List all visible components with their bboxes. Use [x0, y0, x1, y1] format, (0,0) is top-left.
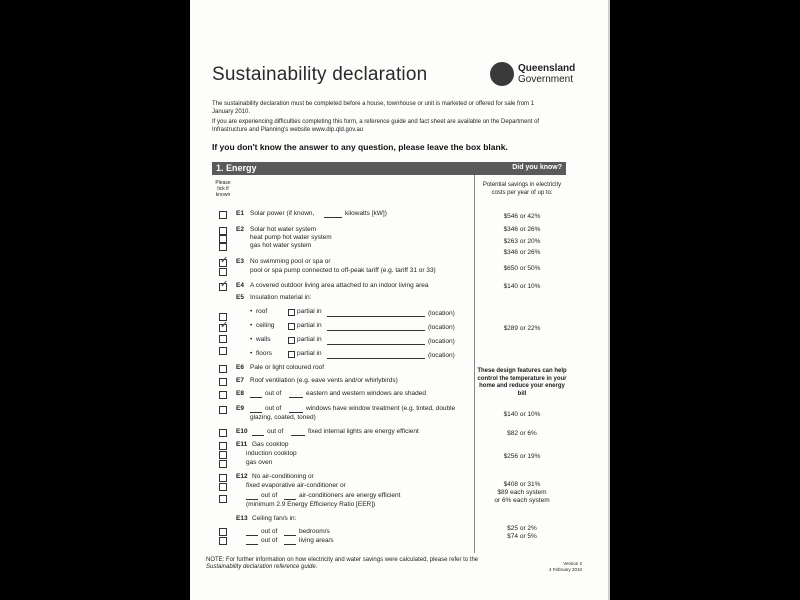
- checkbox-e12-efficient[interactable]: [219, 495, 227, 503]
- e5-location-roof: (location): [428, 310, 455, 317]
- e8-text-a: out of: [265, 390, 282, 397]
- section-title: 1. Energy: [216, 163, 257, 173]
- checkbox-e2-gas[interactable]: [219, 243, 227, 251]
- e4-text: A covered outdoor living area attached to an indoor living area: [250, 282, 429, 289]
- code-e4: E4: [236, 282, 244, 289]
- checkbox-e5-floors[interactable]: [219, 347, 227, 355]
- e5-partial-floors: partial in: [297, 350, 322, 357]
- e7-text: Roof ventilation (e.g. eave vents and/or whirlybirds): [250, 377, 398, 384]
- e5-item-roof: roof: [256, 308, 268, 315]
- saving-e2-c: $346 or 26%: [503, 249, 541, 256]
- checkbox-e4[interactable]: [219, 283, 227, 291]
- checkbox-e11-gas-cooktop[interactable]: [219, 442, 227, 450]
- e9-text-a: out of: [265, 405, 282, 412]
- saving-e12-b: $89 each system: [497, 489, 547, 496]
- saving-e9: $140 or 10%: [503, 411, 541, 418]
- saving-e5: $289 or 22%: [503, 325, 541, 332]
- saving-e4: $140 or 10%: [503, 283, 541, 290]
- checkbox-e3-nopool[interactable]: [219, 259, 227, 267]
- e13-text-c: out of: [261, 537, 278, 544]
- e5-partial-roof: partial in: [297, 308, 322, 315]
- checkbox-e7[interactable]: [219, 378, 227, 386]
- e13-label: Ceiling fan/s in:: [252, 515, 297, 522]
- tick-column-header: Please tick if known: [215, 180, 231, 198]
- checkbox-e11-gas-oven[interactable]: [219, 460, 227, 468]
- code-e6: E6: [236, 364, 244, 371]
- e3-text-a: No swimming pool or spa or: [250, 258, 331, 265]
- checkbox-e2-solar[interactable]: [219, 227, 227, 235]
- e10-text-a: out of: [267, 428, 284, 435]
- code-e8: E8: [236, 390, 244, 397]
- e5-partial-ceiling: partial in: [297, 322, 322, 329]
- footer-note-a: NOTE: For further information on how electricity and water savings were calculated, please refer to the: [206, 557, 479, 563]
- saving-e2-b: $263 or 20%: [503, 238, 541, 245]
- e12-text-d: air-conditioners are energy efficient: [299, 492, 401, 499]
- checkbox-e5-ceiling[interactable]: [219, 324, 227, 332]
- intro-paragraph-1: The sustainability declaration must be completed before a house, townhouse or unit is marketed or offered for sale from 1 January 2010.: [212, 101, 535, 115]
- code-e9: E9: [236, 405, 244, 412]
- government-logo: [490, 62, 575, 86]
- e13-living-total-blank[interactable]: [284, 544, 296, 545]
- e11-text-c: gas oven: [246, 459, 273, 466]
- reference-guide-title: Sustainability declaration reference guide: [206, 564, 316, 570]
- e9-text-b: windows have window treatment (e.g. tinted, double: [306, 405, 456, 412]
- footer-note-c: .: [315, 564, 318, 570]
- e5-label: Insulation material in:: [250, 294, 312, 301]
- checkbox-e5-walls[interactable]: [219, 335, 227, 343]
- code-e2: E2: [236, 226, 244, 233]
- code-e11: E11: [236, 441, 248, 448]
- checkbox-e13-living[interactable]: [219, 537, 227, 545]
- checkbox-e1[interactable]: [219, 211, 227, 219]
- e10-text-b: fixed internal lights are energy efficient: [308, 428, 419, 435]
- logo-line-1: Queensland: [518, 63, 576, 74]
- e11-text-b: induction cooktop: [246, 450, 297, 457]
- e5-bullet-roof: •: [250, 308, 253, 315]
- e5-walls-location-field[interactable]: [327, 344, 425, 345]
- checkbox-e5-partial-roof[interactable]: [288, 309, 295, 316]
- intro-paragraph-2: If you are experiencing difficulties completing this form, a reference guide and fact sheet are available on the Department of Infrastructure and Planning's website www.dip.qld.gov.au: [212, 119, 540, 133]
- e13-bedroom-total-blank[interactable]: [284, 535, 296, 536]
- checkbox-e13-bedroom[interactable]: [219, 528, 227, 536]
- e13-living-count-blank[interactable]: [246, 544, 258, 545]
- e5-ceiling-location-field[interactable]: [327, 330, 425, 331]
- e9-text-c: glazing, coated, toned): [250, 414, 316, 421]
- saving-e11: $256 or 19%: [503, 453, 541, 460]
- logo-line-2: Government: [518, 74, 574, 85]
- e5-location-floors: (location): [428, 352, 455, 359]
- e2-text-c: gas hot water system: [250, 242, 312, 249]
- e13-text-d: living area/s: [299, 537, 334, 544]
- e12-text-c: out of: [261, 492, 278, 499]
- checkbox-e2-heatpump[interactable]: [219, 235, 227, 243]
- design-features-note: These design features can help control the temperature in your home and reduce your energy bill: [477, 368, 567, 397]
- e10-count-blank[interactable]: [252, 435, 264, 436]
- e5-bullet-floors: •: [250, 350, 253, 357]
- checkbox-e5-partial-ceiling[interactable]: [288, 323, 295, 330]
- e12-text-b: fixed evaporative air-conditioner or: [246, 482, 346, 489]
- e11-text-a: Gas cooktop: [252, 441, 289, 448]
- e1-kw-blank[interactable]: [324, 217, 342, 218]
- e13-bedroom-count-blank[interactable]: [246, 535, 258, 536]
- footer-note: [206, 557, 506, 571]
- e9-total-blank[interactable]: [289, 412, 303, 413]
- e2-text-b: heat pump hot water system: [250, 234, 332, 241]
- e5-item-walls: walls: [256, 336, 271, 343]
- warning-text: If you don't know the answer to any question, please leave the box blank.: [212, 142, 508, 152]
- version-date: 4 February 2010: [548, 566, 582, 572]
- checkbox-e9[interactable]: [219, 406, 227, 414]
- code-e5: E5: [236, 294, 244, 301]
- checkbox-e12-none[interactable]: [219, 474, 227, 482]
- version-number: Version 2: [563, 561, 582, 566]
- code-e7: E7: [236, 377, 244, 384]
- saving-e12-c: or 6% each system: [494, 497, 550, 504]
- e8-text-b: eastern and western windows are shaded: [306, 390, 426, 397]
- e9-count-blank[interactable]: [250, 412, 262, 413]
- e12-text-a: No air-conditioning or: [252, 473, 314, 480]
- checkbox-e11-induction[interactable]: [219, 451, 227, 459]
- checkbox-e8[interactable]: [219, 391, 227, 399]
- saving-e3: $650 or 50%: [503, 265, 541, 272]
- e5-floors-location-field[interactable]: [327, 358, 425, 359]
- page-edge: [608, 0, 610, 600]
- e1-text-b: kilowatts [kW]): [345, 210, 387, 217]
- e12-total-blank[interactable]: [284, 499, 296, 500]
- did-you-know-label: Did you know?: [512, 164, 562, 171]
- saving-e13-a: $25 or 2%: [507, 525, 537, 532]
- e13-text-b: bedroom/s: [299, 528, 330, 535]
- checkbox-e12-evaporative[interactable]: [219, 483, 227, 491]
- e10-total-blank[interactable]: [291, 435, 305, 436]
- section-header: [212, 162, 566, 175]
- e5-roof-location-field[interactable]: [327, 316, 425, 317]
- column-divider: [474, 175, 475, 553]
- code-e12: E12: [236, 473, 248, 480]
- e5-partial-walls: partial in: [297, 336, 322, 343]
- checkbox-e3-offpeak[interactable]: [219, 268, 227, 276]
- e2-text-a: Solar hot water system: [250, 226, 317, 233]
- e5-bullet-ceiling: •: [250, 322, 253, 329]
- e3-text-b: pool or spa pump connected to off-peak tariff (e.g. tariff 31 or 33): [250, 267, 436, 274]
- code-e3: E3: [236, 258, 244, 265]
- e5-item-ceiling: ceiling: [256, 322, 275, 329]
- e5-location-walls: (location): [428, 338, 455, 345]
- code-e10: E10: [236, 428, 248, 435]
- saving-e1: $546 or 42%: [503, 213, 541, 220]
- code-e1: E1: [236, 210, 244, 217]
- version-info: [532, 561, 582, 572]
- e6-text: Pale or light coloured roof: [250, 364, 325, 371]
- checkbox-e10[interactable]: [219, 429, 227, 437]
- saving-e2-a: $346 or 26%: [503, 226, 541, 233]
- document-page: [190, 0, 610, 600]
- e5-bullet-walls: •: [250, 336, 253, 343]
- code-e13: E13: [236, 515, 248, 522]
- saving-e10: $82 or 6%: [507, 430, 537, 437]
- e5-location-ceiling: (location): [428, 324, 455, 331]
- checkbox-e5-partial-floors[interactable]: [288, 351, 295, 358]
- checkbox-e6[interactable]: [219, 365, 227, 373]
- crest-icon: [490, 62, 514, 86]
- saving-e13-b: $74 or 5%: [507, 533, 537, 540]
- e13-text-a: out of: [261, 528, 278, 535]
- savings-column-header: Potential savings in electricity costs per year of up to:: [482, 182, 562, 196]
- saving-e12-a: $408 or 31%: [503, 481, 541, 488]
- page-title: Sustainability declaration: [212, 64, 428, 85]
- e12-count-blank[interactable]: [246, 499, 258, 500]
- e5-item-floors: floors: [256, 350, 272, 357]
- e8-count-blank[interactable]: [250, 397, 262, 398]
- e12-text-e: (minimum 2.9 Energy Efficiency Ratio [EER]): [246, 501, 376, 508]
- e1-text-a: Solar power (if known,: [250, 210, 315, 217]
- checkbox-e5-partial-walls[interactable]: [288, 337, 295, 344]
- e8-total-blank[interactable]: [289, 397, 303, 398]
